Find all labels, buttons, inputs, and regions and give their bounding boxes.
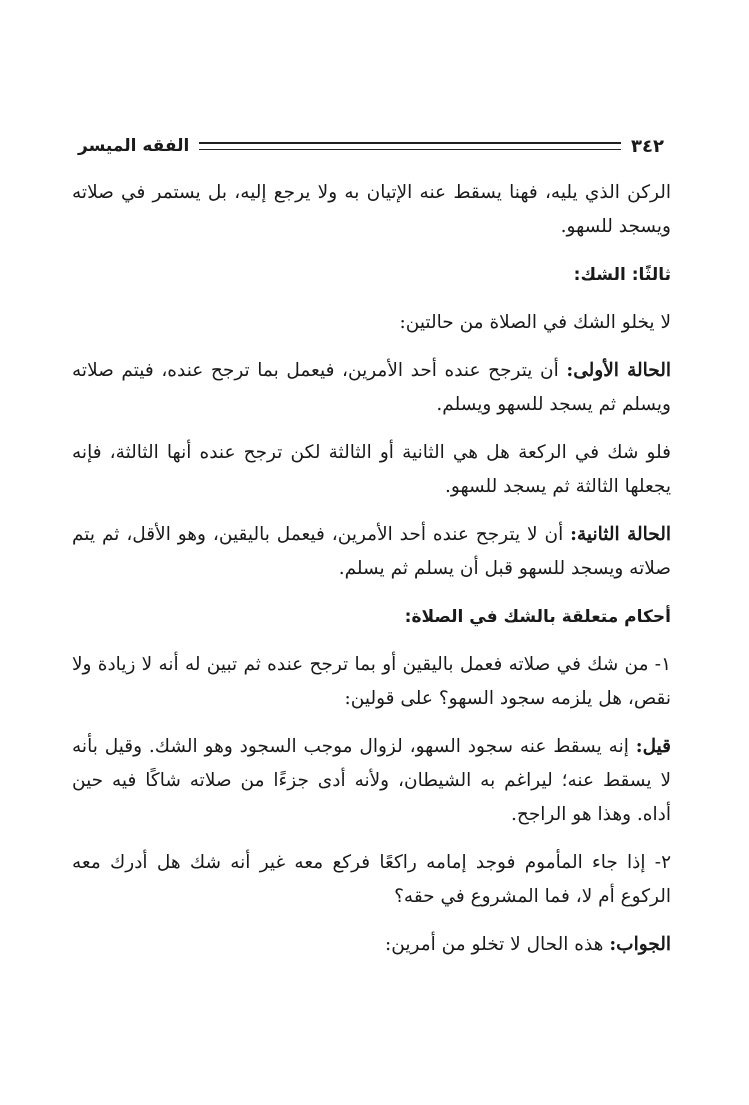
paragraph-text: أن لا يترجح عنده أحد الأمرين، فيعمل باليقين، وهو الأقل، ثم يتم صلاته ويسجد للسهو قبل أن يسلم ثم يسلم. bbox=[72, 524, 671, 579]
paragraph: لا يخلو الشك في الصلاة من حالتين: bbox=[399, 312, 671, 333]
paragraph-text: إنه يسقط عنه سجود السهو، لزوال موجب السجود وهو الشك. وقيل بأنه لا يسقط عنه؛ ليراغم به الشيطان، ولأنه أدى جزءًا من صلاته شاكًا فيه حين أداه. وهذا هو الراجح. bbox=[72, 736, 671, 825]
page-number: ٣٤٢ bbox=[631, 135, 664, 157]
term-lead: قيل: bbox=[635, 736, 671, 757]
running-header bbox=[78, 133, 664, 159]
page-body bbox=[72, 176, 671, 976]
term-lead: الحالة الأولى: bbox=[566, 360, 671, 381]
header-rule bbox=[199, 142, 621, 150]
paragraph bbox=[72, 354, 671, 422]
term-lead: الحالة الثانية: bbox=[570, 524, 671, 545]
paragraph: فلو شك في الركعة هل هي الثانية أو الثالثة لكن ترجح عنده أنها الثالثة، فإنه يجعلها الثالثة ثم يسجد للسهو. bbox=[72, 442, 671, 497]
paragraph: الركن الذي يليه، فهنا يسقط عنه الإتيان به ولا يرجع إليه، بل يستمر في صلاته ويسجد للسهو. bbox=[72, 182, 671, 237]
paragraph bbox=[72, 928, 671, 962]
paragraph: ٢- إذا جاء المأموم فوجد إمامه راكعًا فركع معه غير أنه شك هل أدرك معه الركوع أم لا، فما المشروع في حقه؟ bbox=[72, 852, 671, 907]
book-title: الفقه الميسر bbox=[78, 136, 190, 156]
section-heading: أحكام متعلقة بالشك في الصلاة: bbox=[404, 607, 671, 627]
paragraph bbox=[72, 518, 671, 586]
paragraph: ١- من شك في صلاته فعمل باليقين أو بما ترجح عنده ثم تبين له أنه لا زيادة ولا نقص، هل يلزمه سجود السهو؟ على قولين: bbox=[72, 654, 671, 709]
section-heading: ثالثًا: الشك: bbox=[573, 265, 671, 285]
paragraph-text: هذه الحال لا تخلو من أمرين: bbox=[385, 934, 604, 955]
term-lead: الجواب: bbox=[609, 934, 671, 955]
paragraph-text: أن يترجح عنده أحد الأمرين، فيعمل بما ترجح عنده، فيتم صلاته ويسلم ثم يسجد للسهو ويسلم. bbox=[72, 360, 671, 415]
paragraph bbox=[72, 730, 671, 832]
